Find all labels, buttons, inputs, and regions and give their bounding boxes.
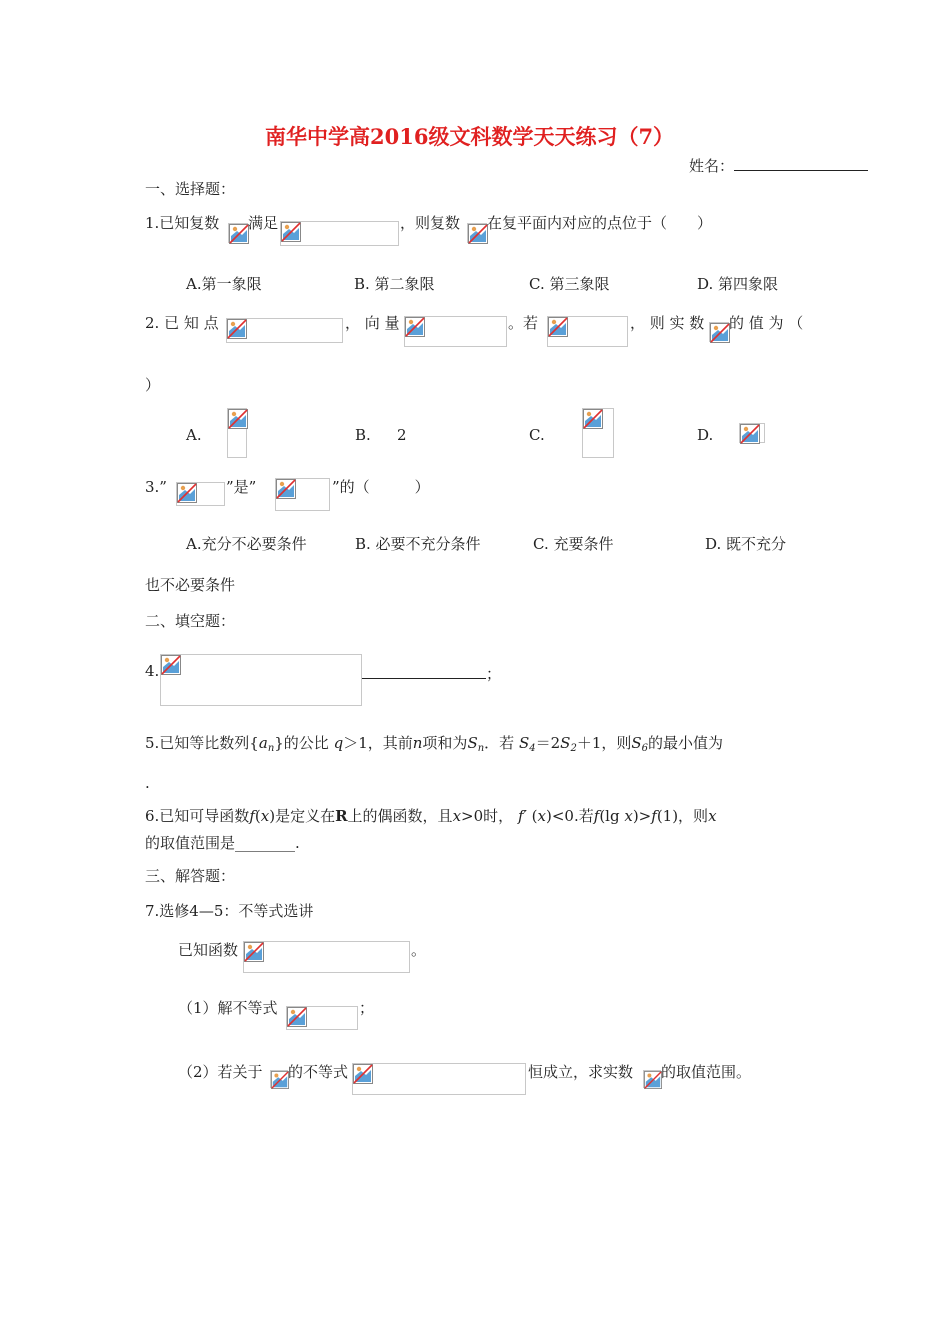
- q5-text: 5.已知等比数列$\{a_n\}$的公比 q＞1，其前n项和为$S_n$．若 $S_4=2S_2+1$，则$S_6$的最小值为: [145, 734, 724, 754]
- q2-option-c-image: [582, 408, 614, 458]
- q1-text-1: 1.已知复数: [145, 214, 220, 232]
- q7-function-image: [243, 941, 410, 973]
- q1-option-c: C. 第三象限: [529, 275, 610, 293]
- q1-formula-z-image: [228, 223, 248, 243]
- section1-heading: 一、选择题：: [145, 180, 236, 198]
- q1-formula-condition-image: [280, 221, 399, 246]
- q2-option-b-value: 2: [397, 426, 407, 444]
- q2-text-6: ）: [145, 376, 161, 394]
- q1-text-3: ，则复数: [400, 214, 461, 232]
- q2-text-3: 。若: [508, 314, 539, 332]
- name-label: 姓名：: [689, 154, 868, 176]
- q1-formula-zbar-image: [467, 223, 487, 243]
- q5-end-dot: .: [145, 774, 150, 792]
- q3-option-a: A.充分不必要条件: [186, 535, 307, 553]
- q2-formula-lambda-image: [709, 322, 729, 342]
- q4-formula-image: [160, 654, 362, 706]
- q7-given-text-2: 。: [411, 941, 427, 959]
- q2-formula-vector-image: [404, 316, 507, 347]
- q2-option-c-label: C.: [529, 426, 545, 444]
- q1-option-b: B. 第二象限: [354, 275, 435, 293]
- q7-part2-inequality-image: [352, 1063, 526, 1095]
- q6-line2: 的取值范围是________.: [145, 834, 300, 852]
- q3-formula-2-image: [275, 478, 330, 511]
- q3-text-3: ”的（ ）: [332, 478, 430, 496]
- q6-line1: 6.已知可导函数f(x)是定义在R上的偶函数，且x>0时， f′ (x)<0.若f(lg x)>f(1)，则x: [145, 807, 717, 825]
- q2-option-d-label: D.: [697, 426, 714, 444]
- q7-part1-inequality-image: [286, 1006, 358, 1030]
- q7-given-text-1: 已知函数: [178, 941, 239, 959]
- q2-formula-points-image: [226, 318, 343, 343]
- q3-option-d-continued: 也不必要条件: [145, 576, 236, 594]
- q2-text-5: 的 值 为 （: [729, 314, 804, 332]
- q2-option-a-image: [227, 408, 247, 458]
- q4-answer-blank: ；: [362, 661, 501, 684]
- q3-option-b: B. 必要不充分条件: [355, 535, 481, 553]
- page-title: 南华中学高2016级文科数学天天练习（7）: [265, 124, 675, 149]
- q7-part2-text-4: 的取值范围。: [661, 1063, 752, 1081]
- q7-part2-text-1: （2）若关于: [178, 1063, 263, 1081]
- q2-text-2: ， 向 量: [345, 314, 400, 332]
- q7-part2-a-image: [643, 1070, 661, 1088]
- q7-part1-text-2: ；: [359, 999, 375, 1017]
- q2-text-1: 2. 已 知 点: [145, 314, 219, 332]
- q1-text-2: 满足: [248, 214, 279, 232]
- q7-heading: 7.选修4—5：不等式选讲: [145, 902, 314, 920]
- q2-text-4: ， 则 实 数: [630, 314, 705, 332]
- q1-option-a: A.第一象限: [186, 275, 262, 293]
- q3-option-d: D. 既不充分: [705, 535, 787, 553]
- q1-text-4: 在复平面内对应的点位于（ ）: [487, 214, 713, 232]
- q1-option-d: D. 第四象限: [697, 275, 779, 293]
- q3-formula-1-image: [176, 482, 225, 506]
- name-blank: [734, 154, 868, 171]
- q2-option-d-image: [739, 423, 765, 443]
- q2-option-b-label: B.: [355, 426, 371, 444]
- q3-option-c: C. 充要条件: [533, 535, 614, 553]
- q7-part2-text-3: 恒成立，求实数: [528, 1063, 634, 1081]
- q7-part2-text-2: 的不等式: [288, 1063, 349, 1081]
- q3-text-1: 3.”: [145, 478, 167, 496]
- section2-heading: 二、填空题：: [145, 612, 236, 630]
- q7-part2-x-image: [270, 1070, 288, 1088]
- q3-text-2: ”是”: [226, 478, 257, 496]
- q2-option-a-label: A.: [186, 426, 202, 444]
- q2-formula-condition-image: [547, 316, 628, 347]
- section3-heading: 三、解答题：: [145, 867, 236, 885]
- q4-number: 4.: [145, 662, 160, 680]
- q7-part1-text-1: （1）解不等式: [178, 999, 278, 1017]
